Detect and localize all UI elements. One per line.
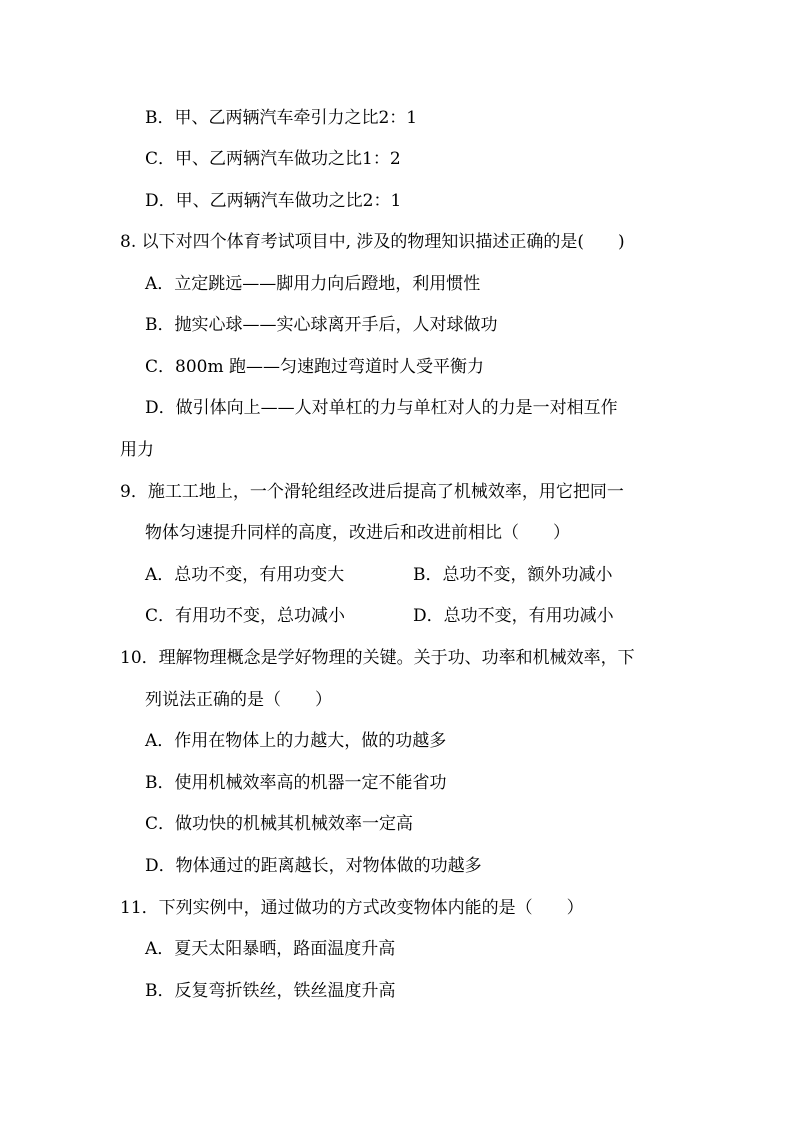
q11-stem: 11．下列实例中，通过做功的方式改变物体内能的是（ ） [120, 898, 584, 918]
q9-option-b: B．总功不变，额外功减小 [413, 565, 613, 585]
q7-option-c: C．甲、乙两辆汽车做功之比1：2 [145, 149, 401, 169]
q9-option-d: D．总功不变，有用功减小 [413, 606, 614, 626]
q10-option-c: C．做功快的机械其机械效率一定高 [145, 814, 414, 834]
q10-stem-line2: 列说法正确的是（ ） [145, 690, 332, 710]
q7-option-b: B．甲、乙两辆汽车牵引力之比2：1 [145, 108, 418, 128]
q8-option-d: D．做引体向上——人对单杠的力与单杠对人的力是一对相互作 [145, 398, 618, 418]
q11-option-a: A．夏天太阳暴晒，路面温度升高 [145, 939, 396, 959]
q8-option-a: A．立定跳远——脚用力向后蹬地，利用惯性 [145, 274, 481, 294]
q9-option-c: C．有用功不变，总功减小 [145, 606, 346, 626]
q8-stem: 8. 以下对四个体育考试项目中, 涉及的物理知识描述正确的是( ) [120, 232, 625, 252]
q10-option-a: A．作用在物体上的力越大，做的功越多 [145, 731, 447, 751]
q7-option-d: D．甲、乙两辆汽车做功之比2：1 [145, 191, 402, 211]
q10-option-d: D．物体通过的距离越长，对物体做的功越多 [145, 856, 482, 876]
q11-option-b: B．反复弯折铁丝，铁丝温度升高 [145, 981, 396, 1001]
q10-option-b: B．使用机械效率高的机器一定不能省功 [145, 773, 447, 793]
q8-option-b: B．抛实心球——实心球离开手后，人对球做功 [145, 315, 498, 335]
q9-stem-line2: 物体匀速提升同样的高度，改进后和改进前相比（ ） [145, 523, 570, 543]
q8-option-d-continuation: 用力 [120, 440, 154, 460]
q10-stem-line1: 10．理解物理概念是学好物理的关键。关于功、功率和机械效率，下 [120, 648, 635, 668]
q9-stem-line1: 9．施工工地上，一个滑轮组经改进后提高了机械效率，用它把同一 [120, 482, 624, 502]
q8-option-c: C．800m 跑——匀速跑过弯道时人受平衡力 [145, 357, 484, 377]
q9-option-a: A．总功不变，有用功变大 [145, 565, 345, 585]
